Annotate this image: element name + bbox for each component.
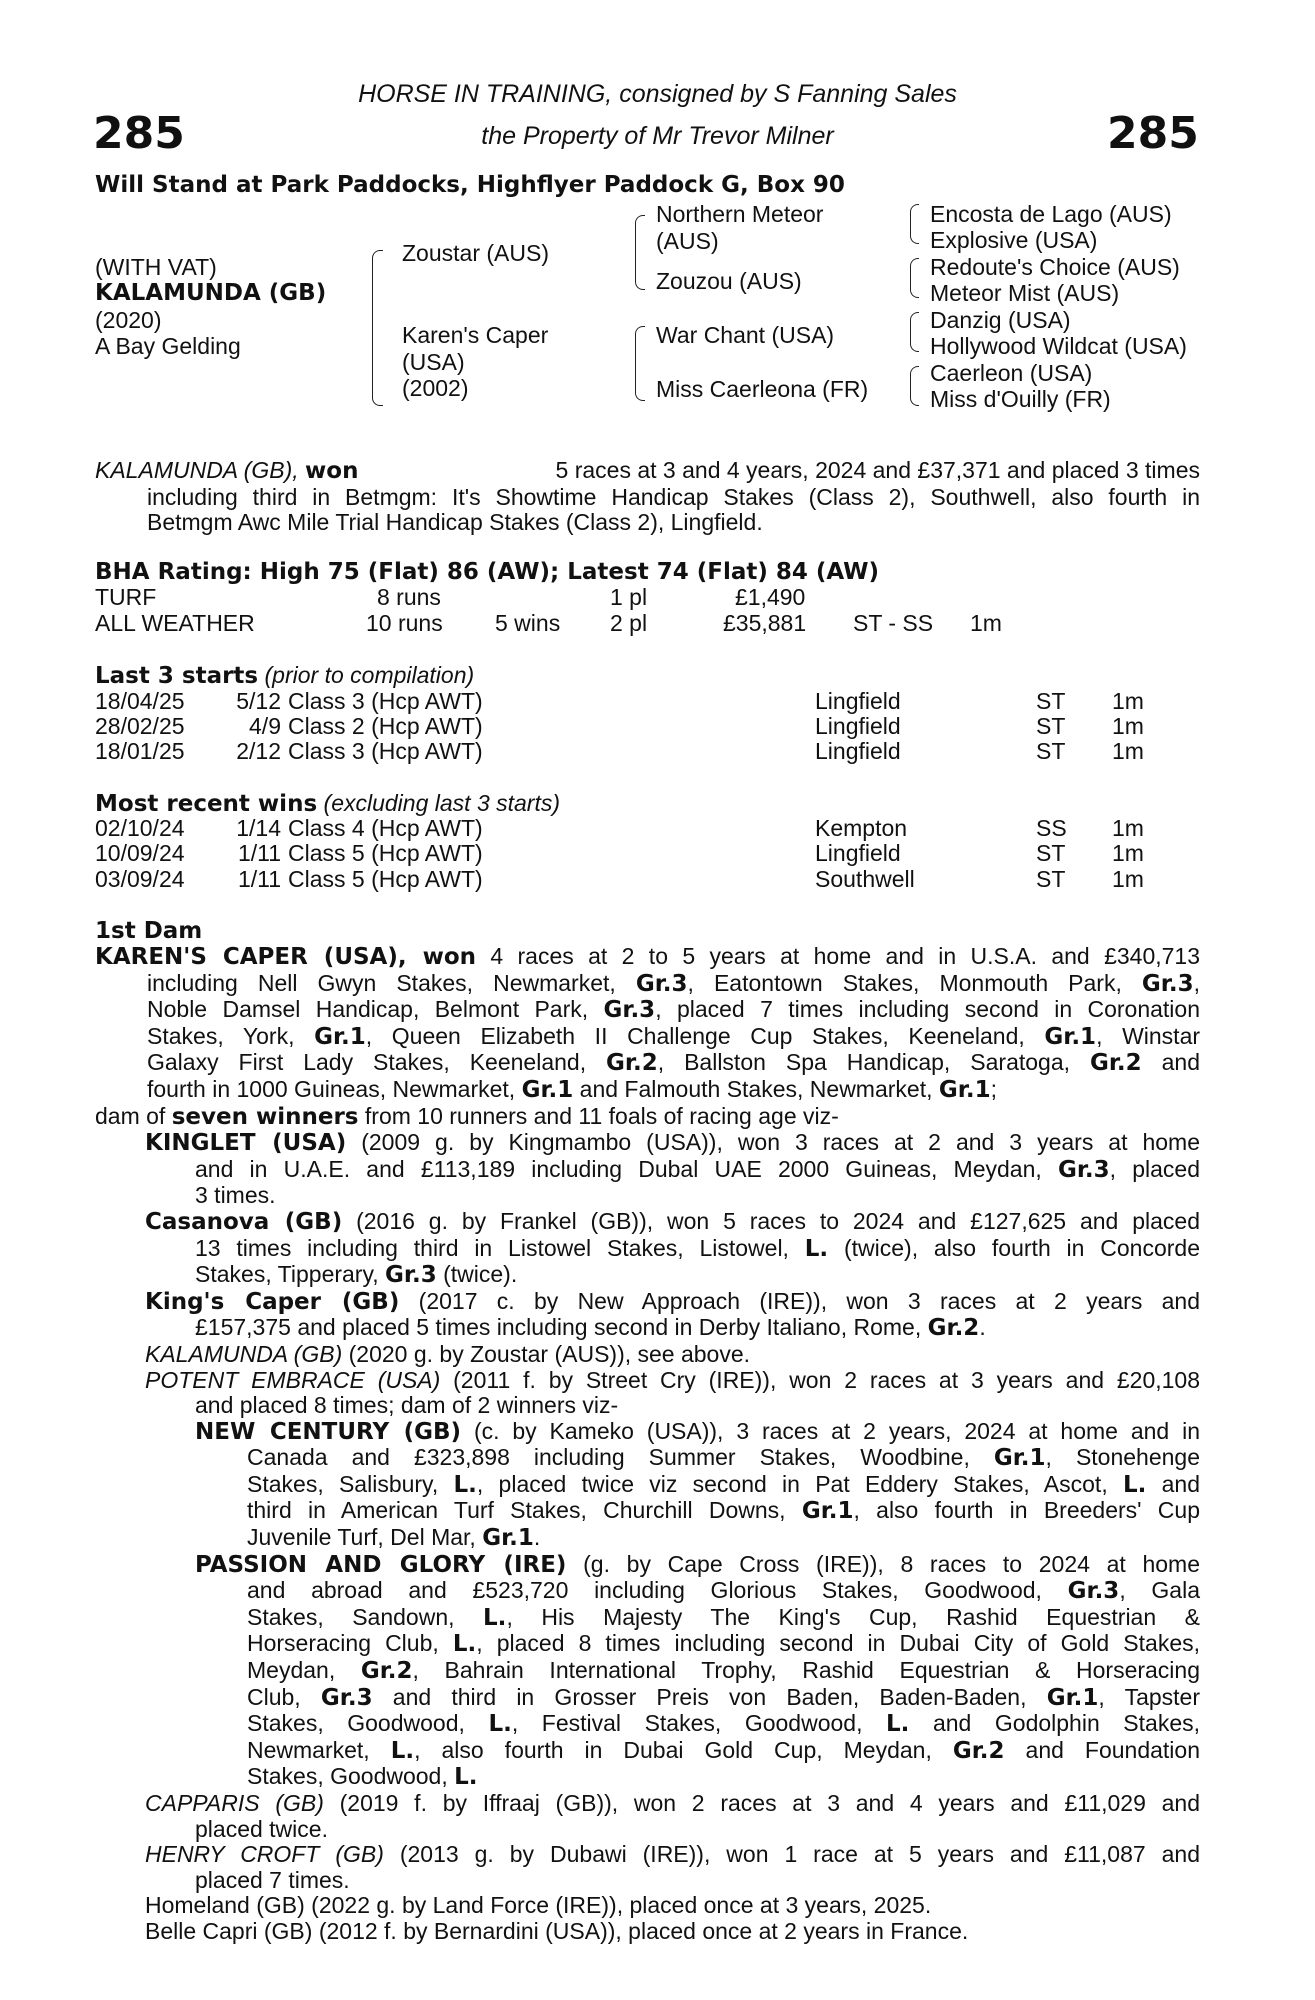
dam-text-run: , placed: [1109, 1155, 1200, 1182]
dam-text-run: , Tapster: [1098, 1683, 1200, 1710]
win-distance: 1m: [1112, 840, 1144, 866]
pedigree-sdd: Meteor Mist (AUS): [930, 280, 1120, 306]
dam-record-line: [95, 944, 1200, 971]
header-consignor: HORSE IN TRAINING, consigned by S Fanning Sales: [358, 80, 957, 108]
dam-text-run: Gr.2: [606, 1050, 658, 1077]
dam-text-run: , also fourth in Dubai Gold Cup, Meydan,: [414, 1736, 953, 1763]
dam-text-run: and in U.A.E. and £113,189 including Dubal UAE 2000 Guineas, Meydan,: [195, 1155, 1058, 1182]
dam-text-run: Gr.3: [1141, 970, 1194, 997]
start-date: 18/04/25: [95, 688, 185, 714]
dam-text-run: and third in Grosser Preis von Baden, Baden-Baden,: [372, 1683, 1047, 1710]
dam-text-run: Homeland (GB) (2022 g. by Land Force (IRE)), placed once at 3 years, 2025.: [145, 1892, 932, 1919]
dam-text-run: Gr.1: [993, 1445, 1046, 1472]
dam-text-run: Club,: [247, 1683, 321, 1710]
dam-record-line: [95, 1578, 1200, 1605]
start-distance: 1m: [1112, 738, 1144, 764]
lot-number-right: 285: [1107, 108, 1199, 159]
dam-text-run: Gr.2: [1089, 1050, 1142, 1077]
dam-text-run: Noble Damsel Handicap, Belmont Park,: [147, 996, 604, 1023]
dam-record-line: [95, 1498, 1200, 1525]
dam-record-line: [95, 971, 1200, 998]
rating-prize: £35,881: [723, 610, 807, 636]
dam-text-run: £157,375 and placed 5 times including second in Derby Italiano, Rome,: [195, 1314, 928, 1341]
last3-title: Last 3 starts: [95, 663, 259, 689]
start-going: ST: [1036, 688, 1066, 714]
dam-record-line: [95, 997, 1200, 1024]
win-course: Lingfield: [815, 840, 901, 866]
dam-text-run: King's Caper (GB): [145, 1288, 400, 1315]
dam-text-run: , placed 7 times including second in Coronation: [655, 996, 1200, 1023]
dam-text-run: Stakes, Goodwood,: [247, 1763, 455, 1790]
dam-text-run: HENRY CROFT (GB): [145, 1841, 384, 1868]
start-class: Class 3 (Hcp AWT): [288, 688, 483, 714]
dam-record-line: [95, 1445, 1200, 1472]
pedigree-bracket-3a: [910, 204, 919, 244]
pedigree-dam-line1: Karen's Caper: [402, 322, 549, 348]
dam-text-run: , Eatontown Stakes, Monmouth Park,: [687, 969, 1142, 996]
dam-text-run: L.: [454, 1764, 478, 1791]
rating-placed: 2 pl: [610, 610, 648, 636]
pedigree-dds: Caerleon (USA): [930, 360, 1093, 386]
dam-text-run: L.: [1122, 1471, 1147, 1498]
dam-text-run: 3 times.: [195, 1182, 276, 1209]
dam-record-line: [95, 1289, 1200, 1316]
win-position: 1/11: [237, 866, 281, 892]
dam-text-run: Belle Capri (GB) (2012 f. by Bernardini (USA)), placed once at 2 years in France.: [145, 1917, 969, 1944]
dam-record-line: [95, 1711, 1200, 1738]
dam-record-line: [95, 1605, 1200, 1632]
pedigree-bracket-3c: [910, 312, 919, 352]
pedigree-sds: Redoute's Choice (AUS): [930, 254, 1180, 280]
recent-wins-heading: [95, 790, 560, 817]
dam-text-run: placed twice.: [195, 1815, 328, 1842]
dam-record-line: [95, 1525, 1200, 1552]
dam-text-run: , Festival Stakes, Goodwood,: [511, 1710, 887, 1737]
win-distance: 1m: [1112, 815, 1144, 841]
pedigree-ssd: Explosive (USA): [930, 227, 1098, 253]
dam-text-run: Newmarket,: [247, 1736, 391, 1763]
win-date: 10/09/24: [95, 840, 185, 866]
dam-record-line: [95, 1050, 1200, 1077]
pedigree-sire: Zoustar (AUS): [402, 240, 549, 266]
win-position: 1/14: [236, 815, 281, 841]
summary-won: won: [305, 458, 359, 484]
dam-text-run: Galaxy First Lady Stakes, Keeneland,: [147, 1049, 607, 1076]
win-date: 03/09/24: [95, 866, 185, 892]
dam-record-line: [95, 1419, 1200, 1446]
dam-record-line: [95, 1183, 1200, 1209]
pedigree-dss: Danzig (USA): [930, 307, 1071, 333]
dam-text-run: Meydan,: [247, 1657, 361, 1684]
start-date: 28/02/25: [95, 713, 185, 739]
dam-text-run: Gr.2: [360, 1658, 413, 1685]
dam-text-run: , placed twice viz second in Pat Eddery Stakes, Ascot,: [476, 1470, 1123, 1497]
pedigree-ddd: Miss d'Ouilly (FR): [930, 386, 1111, 412]
dam-text-run: (c. by Kameko (USA)), 3 races at 2 years, 2024 at home and in: [461, 1417, 1200, 1444]
dam-text-run: Horseracing Club,: [247, 1630, 453, 1657]
dam-text-run: ,: [1193, 969, 1200, 996]
dam-text-run: Gr.3: [1067, 1578, 1120, 1605]
rating-surface: TURF: [95, 584, 157, 610]
dam-text-run: L.: [886, 1711, 910, 1738]
dam-text-run: (2011 f. by Street Cry (IRE)), won 2 races at 3 years and £20,108: [440, 1366, 1200, 1393]
last3-heading: [95, 662, 474, 689]
rating-distance: 1m: [970, 610, 1002, 636]
dam-text-run: third in American Turf Stakes, Churchill Downs,: [247, 1497, 802, 1524]
dam-text-run: POTENT EMBRACE (USA): [145, 1366, 441, 1393]
start-date: 18/01/25: [95, 738, 185, 764]
pedigree-sss: Encosta de Lago (AUS): [930, 201, 1172, 227]
win-course: Kempton: [815, 815, 908, 841]
win-class: Class 5 (Hcp AWT): [288, 840, 483, 866]
start-going: ST: [1036, 738, 1066, 764]
win-position: 1/11: [237, 840, 281, 866]
dam-text-run: (2017 c. by New Approach (IRE)), won 3 races at 2 years and: [399, 1287, 1200, 1314]
dam-record-line: [95, 1893, 1200, 1919]
dam-text-run: Casanova (GB): [145, 1208, 343, 1235]
dam-text-run: .: [979, 1314, 986, 1341]
dam-text-run: KALAMUNDA (GB): [145, 1340, 343, 1367]
pedigree-bracket-3b: [910, 258, 919, 298]
start-class: Class 2 (Hcp AWT): [288, 713, 483, 739]
dam-record-line: [95, 1315, 1200, 1342]
dam-text-run: , Bahrain International Trophy, Rashid Equestrian & Horseracing: [412, 1657, 1201, 1684]
dam-text-run: L.: [804, 1235, 829, 1262]
lot-number-left: 285: [93, 108, 185, 159]
dam-text-run: Gr.1: [482, 1525, 534, 1552]
dam-text-run: Stakes, York,: [147, 1022, 315, 1049]
dam-record-line: [95, 1685, 1200, 1712]
win-distance: 1m: [1112, 866, 1144, 892]
start-going: ST: [1036, 713, 1066, 739]
dam-text-run: CAPPARIS (GB): [145, 1790, 324, 1816]
pedigree-bracket-1: [372, 250, 383, 406]
dam-text-run: and Godolphin Stakes,: [909, 1710, 1200, 1737]
dam-record-line: [95, 1342, 1200, 1368]
start-course: Lingfield: [815, 713, 901, 739]
dam-record-line: [95, 1472, 1200, 1499]
win-going: ST: [1036, 840, 1066, 866]
first-dam-heading: 1st Dam: [95, 918, 203, 944]
start-position: 5/12: [236, 688, 281, 714]
horse-vat: (WITH VAT): [95, 254, 217, 280]
dam-text-run: seven winners: [171, 1103, 359, 1130]
dam-text-run: Stakes, Tipperary,: [195, 1261, 386, 1288]
horse-description: A Bay Gelding: [95, 333, 241, 359]
pedigree-sire-sire-line1: Northern Meteor: [656, 201, 824, 227]
recent-note: (excluding last 3 starts): [323, 790, 561, 816]
dam-text-run: Gr.3: [603, 997, 656, 1024]
dam-text-run: (2016 g. by Frankel (GB)), won 5 races to 2024 and £127,625 and placed: [342, 1207, 1200, 1234]
win-class: Class 5 (Hcp AWT): [288, 866, 483, 892]
first-dam-record: [95, 944, 1200, 1945]
dam-record-line: [95, 1130, 1200, 1157]
dam-text-run: .: [533, 1524, 541, 1551]
dam-text-run: dam of: [95, 1102, 172, 1129]
dam-text-run: L.: [453, 1471, 477, 1498]
dam-record-line: [95, 1104, 1200, 1131]
pedigree-dam-sire: War Chant (USA): [656, 322, 835, 348]
win-going: SS: [1036, 815, 1067, 841]
summary-line1: 5 races at 3 and 4 years, 2024 and £37,371 and placed 3 times: [555, 457, 1200, 483]
win-course: Southwell: [815, 866, 915, 892]
dam-record-line: [95, 1842, 1200, 1868]
rating-runs: 10 runs: [366, 610, 443, 636]
rating-going: ST - SS: [853, 610, 934, 636]
rating-prize: £1,490: [735, 584, 806, 610]
pedigree-bracket-2a: [635, 215, 645, 290]
dam-text-run: including Nell Gwyn Stakes, Newmarket,: [147, 969, 636, 996]
dam-text-run: , Ballston Spa Handicap, Saratoga,: [657, 1049, 1090, 1076]
dam-text-run: Gr.1: [801, 1498, 854, 1525]
dam-text-run: Gr.1: [314, 1023, 366, 1050]
dam-record-line: [95, 1077, 1200, 1104]
start-distance: 1m: [1112, 713, 1144, 739]
rating-wins: 5 wins: [495, 610, 561, 636]
dam-record-line: [95, 1157, 1200, 1184]
dam-record-line: [95, 1791, 1200, 1817]
start-class: Class 3 (Hcp AWT): [288, 738, 483, 764]
dam-record-line: [95, 1024, 1200, 1051]
dam-text-run: 13 times including third in Listowel Stakes, Listowel,: [195, 1234, 805, 1261]
dam-text-run: L.: [483, 1604, 507, 1631]
pedigree-sire-sire-line2: (AUS): [656, 228, 719, 254]
pedigree-bracket-2b: [635, 326, 645, 401]
dam-text-run: (2009 g. by Kingmambo (USA)), won 3 races at 2 and 3 years at home: [346, 1129, 1200, 1156]
dam-text-run: (2020 g. by Zoustar (AUS)), see above.: [342, 1340, 751, 1367]
dam-text-run: Gr.3: [1057, 1156, 1110, 1183]
last3-note: (prior to compilation): [264, 662, 475, 688]
dam-text-run: (twice).: [436, 1261, 518, 1288]
dam-text-run: 4 races at 2 to 5 years at home and in U.S.A. and £340,713: [476, 943, 1200, 969]
pedigree-dam-dam: Miss Caerleona (FR): [656, 376, 869, 402]
dam-text-run: Gr.3: [385, 1262, 437, 1289]
dam-text-run: Stakes, Sandown,: [247, 1603, 484, 1630]
win-going: ST: [1036, 866, 1066, 892]
start-position: 2/12: [236, 738, 281, 764]
dam-text-run: Gr.2: [927, 1315, 980, 1342]
dam-text-run: Gr.1: [938, 1076, 991, 1103]
header-property: the Property of Mr Trevor Milner: [481, 122, 834, 150]
dam-text-run: Stakes, Goodwood,: [247, 1710, 489, 1737]
dam-text-run: and: [1146, 1470, 1201, 1497]
start-distance: 1m: [1112, 688, 1144, 714]
dam-record-line: [95, 1552, 1200, 1579]
dam-text-run: Gr.3: [320, 1684, 373, 1711]
dam-record-line: [95, 1658, 1200, 1685]
dam-text-run: (2019 f. by Iffraaj (GB)), won 2 races at 3 and 4 years and £11,029 and: [323, 1790, 1200, 1816]
pedigree-sire-dam: Zouzou (AUS): [656, 268, 802, 294]
dam-text-run: and: [1141, 1049, 1201, 1076]
horse-name: KALAMUNDA (GB): [95, 280, 327, 306]
start-course: Lingfield: [815, 738, 901, 764]
dam-text-run: and Foundation: [1004, 1736, 1201, 1763]
dam-text-run: , Queen Elizabeth II Challenge Cup Stakes, Keeneland,: [365, 1022, 1045, 1049]
dam-text-run: L.: [488, 1711, 512, 1738]
summary-line2: including third in Betmgm: It's Showtime Handicap Stakes (Class 2), Southwell, also fourth in: [147, 483, 1200, 510]
dam-record-line: [95, 1817, 1200, 1843]
pedigree-bracket-3d: [910, 366, 919, 406]
dam-text-run: Gr.3: [635, 970, 688, 997]
dam-record-line: [95, 1236, 1200, 1263]
dam-record-line: [95, 1262, 1200, 1289]
dam-record-line: [95, 1631, 1200, 1658]
dam-record-line: [95, 1368, 1200, 1394]
dam-text-run: Stakes, Salisbury,: [247, 1470, 454, 1497]
pedigree-dam-line2: (USA): [402, 349, 465, 375]
location: Will Stand at Park Paddocks, Highflyer Paddock G, Box 90: [95, 172, 845, 198]
dam-record-line: [95, 1209, 1200, 1236]
dam-text-run: PASSION AND GLORY (IRE): [195, 1551, 567, 1578]
start-position: 4/9: [249, 713, 281, 739]
dam-text-run: and placed 8 times; dam of 2 winners viz-: [195, 1392, 619, 1419]
dam-text-run: Juvenile Turf, Del Mar,: [247, 1524, 483, 1551]
dam-record-line: [95, 1868, 1200, 1894]
dam-text-run: , placed 8 times including second in Dubai City of Gold Stakes,: [476, 1630, 1200, 1657]
dam-text-run: L.: [452, 1631, 477, 1658]
dam-text-run: Canada and £323,898 including Summer Stakes, Woodbine,: [247, 1444, 994, 1471]
dam-text-run: and abroad and £523,720 including Glorious Stakes, Goodwood,: [247, 1577, 1068, 1604]
race-summary: [95, 458, 1200, 536]
dam-text-run: NEW CENTURY (GB): [195, 1418, 462, 1445]
dam-text-run: KINGLET (USA): [145, 1130, 347, 1157]
dam-record-line: [95, 1919, 1200, 1945]
summary-line3: Betmgm Awc Mile Trial Handicap Stakes (Class 2), Lingfield.: [147, 509, 763, 536]
horse-year: (2020): [95, 307, 162, 333]
dam-text-run: from 10 runners and 11 foals of racing age viz-: [358, 1102, 839, 1129]
dam-text-run: L.: [390, 1737, 415, 1764]
dam-text-run: placed 7 times.: [195, 1866, 350, 1893]
dam-text-run: , His Majesty The King's Cup, Rashid Equestrian &: [506, 1603, 1200, 1630]
dam-text-run: , Gala: [1119, 1577, 1200, 1604]
dam-text-run: Gr.1: [1046, 1684, 1099, 1711]
pedigree-dsd: Hollywood Wildcat (USA): [930, 333, 1187, 359]
dam-text-run: , also fourth in Breeders' Cup: [853, 1497, 1200, 1524]
dam-text-run: ;: [990, 1075, 997, 1102]
dam-record-line: [95, 1393, 1200, 1419]
dam-text-run: , Winstar: [1096, 1022, 1201, 1049]
dam-text-run: and Falmouth Stakes, Newmarket,: [573, 1075, 939, 1102]
dam-record-line: [95, 1738, 1200, 1765]
dam-text-run: (twice), also fourth in Concorde: [828, 1234, 1200, 1261]
dam-text-run: Gr.1: [1044, 1023, 1097, 1050]
start-course: Lingfield: [815, 688, 901, 714]
dam-text-run: fourth in 1000 Guineas, Newmarket,: [147, 1075, 522, 1102]
dam-record-line: [95, 1764, 1200, 1791]
dam-text-run: Gr.1: [521, 1076, 574, 1103]
pedigree-dam-line3: (2002): [402, 375, 469, 401]
bha-rating-title: BHA Rating: High 75 (Flat) 86 (AW); Latest 74 (Flat) 84 (AW): [95, 559, 880, 585]
win-date: 02/10/24: [95, 815, 185, 841]
dam-text-run: , Stonehenge: [1045, 1444, 1201, 1471]
dam-text-run: KAREN'S CAPER (USA), won: [95, 944, 477, 970]
recent-title: Most recent wins: [95, 791, 318, 817]
win-class: Class 4 (Hcp AWT): [288, 815, 483, 841]
dam-text-run: Gr.2: [952, 1737, 1005, 1764]
dam-text-run: (2013 g. by Dubawi (IRE)), won 1 race at 5 years and £11,087 and: [383, 1841, 1201, 1868]
summary-horse-name: KALAMUNDA (GB),: [95, 457, 299, 483]
dam-text-run: (g. by Cape Cross (IRE)), 8 races to 2024 at home: [566, 1550, 1200, 1577]
rating-runs: 8 runs: [377, 584, 441, 610]
rating-surface: ALL WEATHER: [95, 610, 255, 636]
rating-placed: 1 pl: [610, 584, 648, 610]
